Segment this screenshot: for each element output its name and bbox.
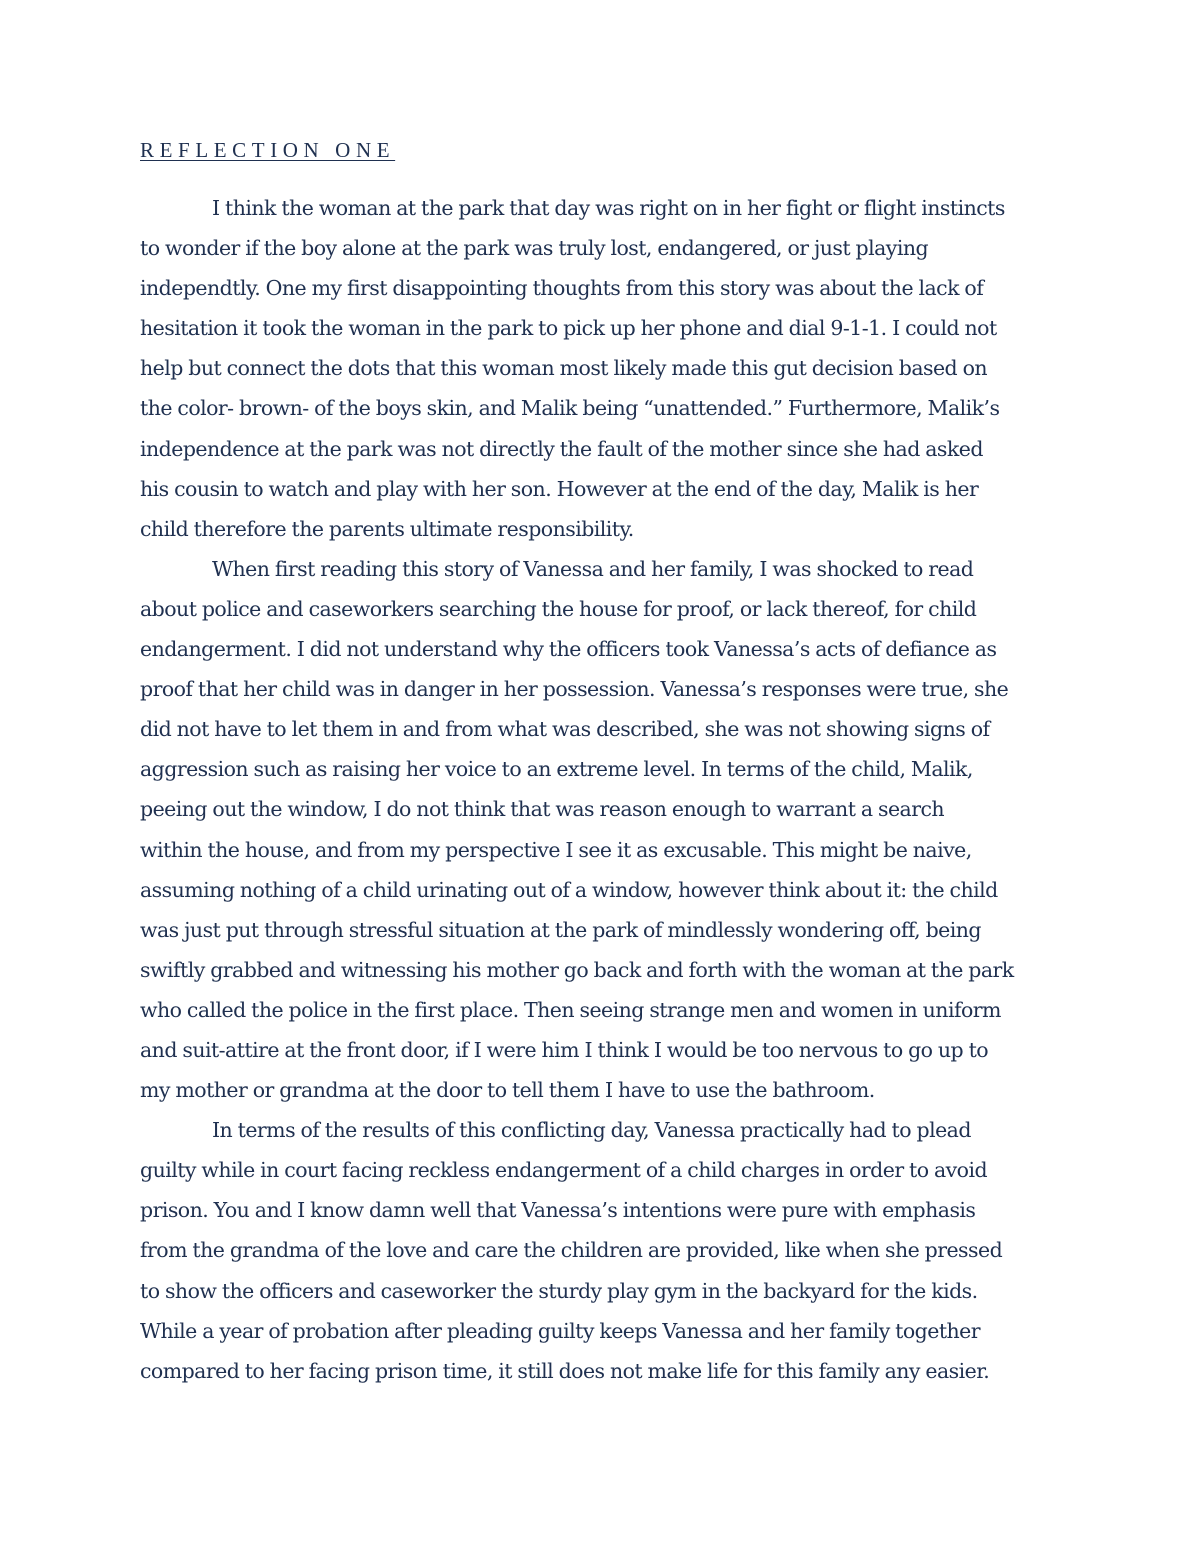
document-body <box>140 188 1060 1391</box>
text-line: proof that her child was in danger in her possession. Vanessa’s responses were true, she <box>140 677 1009 702</box>
text-line: guilty while in court facing reckless endangerment of a child charges in order to avoid <box>140 1158 988 1183</box>
text-line: to show the officers and caseworker the sturdy play gym in the backyard for the kids. <box>140 1278 978 1303</box>
paragraph-1 <box>140 188 1060 549</box>
text-line: was just put through stressful situation at the park of mindlessly wondering off, being <box>140 917 981 942</box>
text-line: the color- brown- of the boys skin, and Malik being “unattended.” Furthermore, Malik’s <box>140 396 1000 421</box>
text-line: prison. You and I know damn well that Vanessa’s intentions were pure with emphasis <box>140 1198 976 1223</box>
text-line: endangerment. I did not understand why the officers took Vanessa’s acts of defiance as <box>140 637 997 662</box>
text-line: his cousin to watch and play with her son. However at the end of the day, Malik is her <box>140 476 979 501</box>
text-line: When first reading this story of Vanessa and her family, I was shocked to read <box>212 556 974 581</box>
text-line: from the grandma of the love and care the children are provided, like when she pressed <box>140 1238 1003 1263</box>
text-line: within the house, and from my perspective I see it as excusable. This might be naive, <box>140 837 972 862</box>
text-line: hesitation it took the woman in the park to pick up her phone and dial 9-1-1. I could not <box>140 316 997 341</box>
text-line: peeing out the window, I do not think that was reason enough to warrant a search <box>140 797 945 822</box>
text-line: I think the woman at the park that day was right on in her fight or flight instincts <box>212 196 1005 220</box>
text-line: my mother or grandma at the door to tell them I have to use the bathroom. <box>140 1078 875 1103</box>
paragraph-3 <box>140 1110 1060 1391</box>
text-line: independtly. One my first disappointing thoughts from this story was about the lack of <box>140 276 984 301</box>
text-line: In terms of the results of this conflicting day, Vanessa practically had to plead <box>212 1118 971 1143</box>
text-line: help but connect the dots that this woman most likely made this gut decision based on <box>140 356 988 381</box>
text-line: independence at the park was not directly the fault of the mother since she had asked <box>140 436 983 461</box>
page-heading: REFLECTION ONE <box>140 138 396 162</box>
text-line: aggression such as raising her voice to an extreme level. In terms of the child, Malik, <box>140 757 973 782</box>
text-line: did not have to let them in and from what was described, she was not showing signs of <box>140 717 990 742</box>
text-line: While a year of probation after pleading guilty keeps Vanessa and her family together <box>140 1318 980 1343</box>
text-line: assuming nothing of a child urinating out of a window, however think about it: the child <box>140 877 998 902</box>
text-line: who called the police in the first place. Then seeing strange men and women in uniform <box>140 997 1001 1022</box>
text-line: swiftly grabbed and witnessing his mother go back and forth with the woman at the park <box>140 957 1014 982</box>
text-line: child therefore the parents ultimate responsibility. <box>140 516 634 541</box>
paragraph-2 <box>140 549 1060 1110</box>
text-line: to wonder if the boy alone at the park was truly lost, endangered, or just playing <box>140 236 929 261</box>
text-line: about police and caseworkers searching the house for proof, or lack thereof, for child <box>140 596 977 621</box>
text-line: compared to her facing prison time, it still does not make life for this family any easier. <box>140 1358 990 1383</box>
text-line: and suit-attire at the front door, if I were him I think I would be too nervous to go up to <box>140 1037 989 1062</box>
